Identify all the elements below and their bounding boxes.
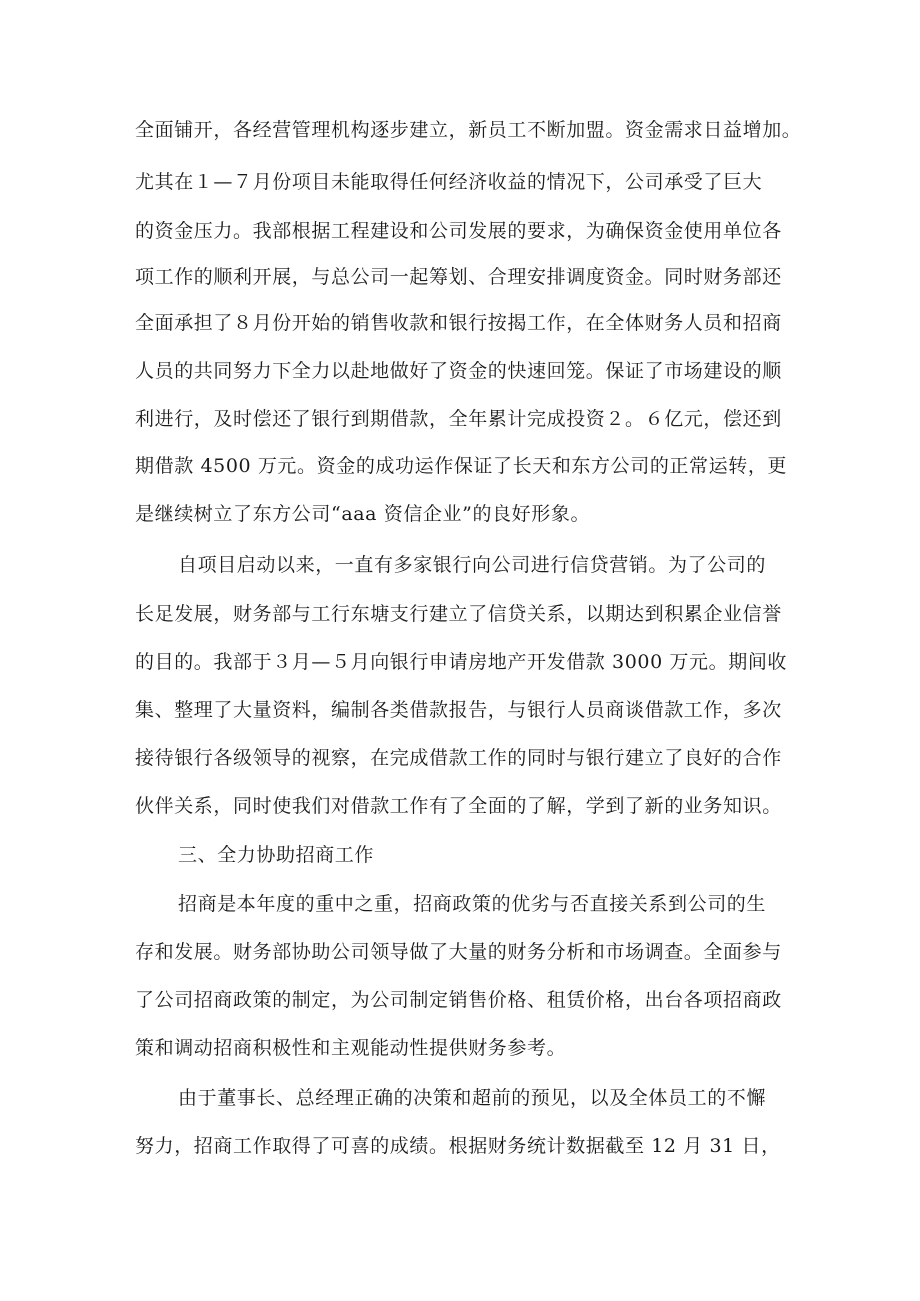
text-line: 利进行，及时偿还了银行到期借款，全年累计完成投资２。６亿元，偿还到 [135,408,782,430]
text-line: 策和调动招商积极性和主观能动性提供财务参考。 [135,1037,567,1059]
section-heading: 三、全力协助招商工作 [178,844,375,866]
text-line: 全面铺开，各经营管理机构逐步建立，新员工不断加盟。资金需求日益增加。 [135,119,802,141]
text-line: 尤其在１—７月份项目未能取得任何经济收益的情况下，公司承受了巨大 [135,171,763,193]
paragraph-first-line: 自项目启动以来，一直有多家银行向公司进行信贷营销。为了公司的 [178,554,767,576]
text-line: 项工作的顺利开展，与总公司一起筹划、合理安排调度资金。同时财务部还 [135,266,782,288]
text-line: 集、整理了大量资料，编制各类借款报告，与银行人员商谈借款工作，多次 [135,699,782,721]
text-line: 存和发展。财务部协助公司领导做了大量的财务分析和市场调查。全面参与 [135,941,782,963]
text-line: 伙伴关系，同时使我们对借款工作有了全面的了解，学到了新的业务知识。 [135,795,782,817]
text-line: 长足发展，财务部与工行东塘支行建立了信贷关系，以期达到积累企业信誉 [135,603,782,625]
paragraph-first-line: 招商是本年度的重中之重，招商政策的优劣与否直接关系到公司的生 [178,893,767,915]
text-line: 的目的。我部于３月—５月向银行申请房地产开发借款 3000 万元。期间收 [135,651,788,673]
paragraph-first-line: 由于董事长、总经理正确的决策和超前的预见，以及全体员工的不懈 [178,1087,767,1109]
text-line: 努力，招商工作取得了可喜的成绩。根据财务统计数据截至 12 月 31 日， [135,1135,781,1157]
text-line: 人员的共同努力下全力以赴地做好了资金的快速回笼。保证了市场建设的顺 [135,360,782,382]
text-line: 了公司招商政策的制定，为公司制定销售价格、租赁价格，出台各项招商政 [135,989,782,1011]
text-line: 全面承担了８月份开始的销售收款和银行按揭工作，在全体财务人员和招商 [135,312,782,334]
text-line: 期借款 4500 万元。资金的成功运作保证了长天和东方公司的正常运转，更 [135,455,788,477]
text-line: 接待银行各级领导的视察，在完成借款工作的同时与银行建立了良好的合作 [135,747,782,769]
text-line: 是继续树立了东方公司“aaa 资信企业”的良好形象。 [135,503,591,525]
text-line: 的资金压力。我部根据工程建设和公司发展的要求，为确保资金使用单位各 [135,220,782,242]
